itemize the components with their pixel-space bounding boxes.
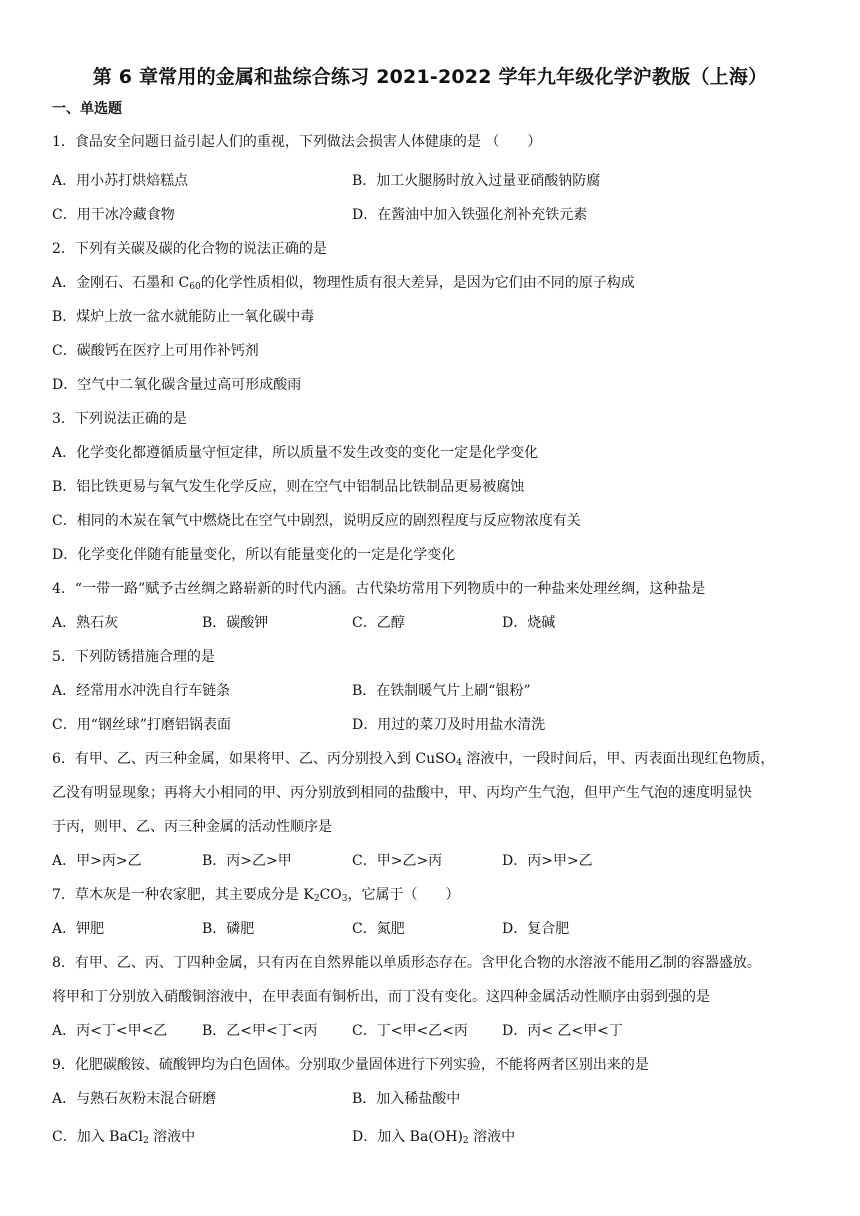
question-2-stem: 2．下列有关碳及碳的化合物的说法正确的是 xyxy=(52,241,327,257)
question-9-stem: 9．化肥碳酸铵、硫酸钾均为白色固体。分别取少量固体进行下列实验，不能将两者区别出来的是 xyxy=(52,1057,649,1073)
question-6-stem-line-3: 于丙，则甲、乙、丙三种金属的活动性顺序是 xyxy=(52,819,332,835)
question-8-option-c: C．丁<甲<乙<丙 xyxy=(352,1023,468,1039)
question-2-option-b: B．煤炉上放一盆水就能防止一氧化碳中毒 xyxy=(52,309,315,325)
question-9-option-c: C．加入 BaCl$_2$ 溶液中 xyxy=(52,1129,196,1146)
question-5-option-b: B．在铁制暖气片上刷“银粉” xyxy=(352,683,531,699)
question-1-option-b: B．加工火腿肠时放入过量亚硝酸钠防腐 xyxy=(352,173,601,189)
question-6-stem-line-2: 乙没有明显现象；再将大小相同的甲、丙分别放到相同的盐酸中，甲、丙均产生气泡，但甲产生气泡的速度明显快 xyxy=(52,785,752,801)
question-8-option-a: A．丙<丁<甲<乙 xyxy=(52,1023,168,1039)
question-5-option-c: C．用“钢丝球”打磨铝锅表面 xyxy=(52,717,232,733)
question-1-option-d: D．在酱油中加入铁强化剂补充铁元素 xyxy=(352,207,588,223)
question-9-option-b: B．加入稀盐酸中 xyxy=(352,1091,461,1107)
question-2-option-d: D．空气中二氧化碳含量过高可形成酸雨 xyxy=(52,377,302,393)
question-3-option-c: C．相同的木炭在氧气中燃烧比在空气中剧烈，说明反应的剧烈程度与反应物浓度有关 xyxy=(52,513,581,529)
question-7-option-a: A．钾肥 xyxy=(52,921,105,937)
question-4-option-d: D．烧碱 xyxy=(502,615,556,631)
question-4-option-c: C．乙醇 xyxy=(352,615,405,631)
question-1-option-a: A．用小苏打烘焙糕点 xyxy=(52,173,189,189)
question-6-option-d: D．丙>甲>乙 xyxy=(502,853,593,869)
question-6-option-b: B．丙>乙>甲 xyxy=(202,853,292,869)
question-1-stem: 1．食品安全问题日益引起人们的重视，下列做法会损害人体健康的是 （ ） xyxy=(52,134,542,150)
question-1-option-c: C．用干冰冷藏食物 xyxy=(52,207,175,223)
question-4-stem: 4．“一带一路”赋予古丝绸之路崭新的时代内涵。古代染坊常用下列物质中的一种盐来处理丝绸，这种盐是 xyxy=(52,581,706,597)
question-5-option-a: A．经常用水冲洗自行车链条 xyxy=(52,683,231,699)
question-5-stem: 5．下列防锈措施合理的是 xyxy=(52,649,215,665)
question-7-option-c: C．氮肥 xyxy=(352,921,405,937)
question-8-option-d: D．丙< 乙<甲<丁 xyxy=(502,1023,623,1039)
question-9-option-a: A．与熟石灰粉末混合研磨 xyxy=(52,1091,217,1107)
question-6-stem-line-1: 6．有甲、乙、丙三种金属，如果将甲、乙、丙分别投入到 CuSO$_4$ 溶液中，一段时间后，甲、丙表面出现红色物质， xyxy=(52,751,775,768)
section-heading: 一、单选题 xyxy=(52,101,122,117)
question-4-option-a: A．熟石灰 xyxy=(52,615,119,631)
question-8-stem-line-2: 将甲和丁分别放入硝酸铜溶液中，在甲表面有铜析出，而丁没有变化。这四种金属活动性顺序由弱到强的是 xyxy=(52,989,710,1005)
question-7-option-b: B．磷肥 xyxy=(202,921,255,937)
question-7-option-d: D．复合肥 xyxy=(502,921,570,937)
page-title: 第 6 章常用的金属和盐综合练习 2021-2022 学年九年级化学沪教版（上海） xyxy=(92,66,768,88)
question-3-option-a: A．化学变化都遵循质量守恒定律，所以质量不发生改变的变化一定是化学变化 xyxy=(52,445,539,461)
question-5-option-d: D．用过的菜刀及时用盐水清洗 xyxy=(352,717,546,733)
question-3-option-d: D．化学变化伴随有能量变化，所以有能量变化的一定是化学变化 xyxy=(52,547,456,563)
question-6-option-a: A．甲>丙>乙 xyxy=(52,853,142,869)
question-9-option-d: D．加入 $Ba(OH)_2$ 溶液中 xyxy=(352,1129,516,1146)
question-2-option-a: A．金刚石、石墨和 $C_{60}$的化学性质相似，物理性质有很大差异，是因为它们由不同的原子构成 xyxy=(52,275,635,292)
question-8-stem-line-1: 8．有甲、乙、丙、丁四种金属，只有丙在自然界能以单质形态存在。含甲化合物的水溶液不能用乙制的容器盛放。 xyxy=(52,955,761,971)
question-6-option-c: C．甲>乙>丙 xyxy=(352,853,443,869)
question-2-option-c: C．碳酸钙在医疗上可用作补钙剂 xyxy=(52,343,259,359)
question-7-stem: 7．草木灰是一种农家肥，其主要成分是 $K_2CO_3$，它属于（ ） xyxy=(52,887,460,904)
question-4-option-b: B．碳酸钾 xyxy=(202,615,269,631)
question-8-option-b: B．乙<甲<丁<丙 xyxy=(202,1023,318,1039)
question-3-stem: 3．下列说法正确的是 xyxy=(52,411,187,427)
question-3-option-b: B．铝比铁更易与氧气发生化学反应，则在空气中铝制品比铁制品更易被腐蚀 xyxy=(52,479,525,495)
